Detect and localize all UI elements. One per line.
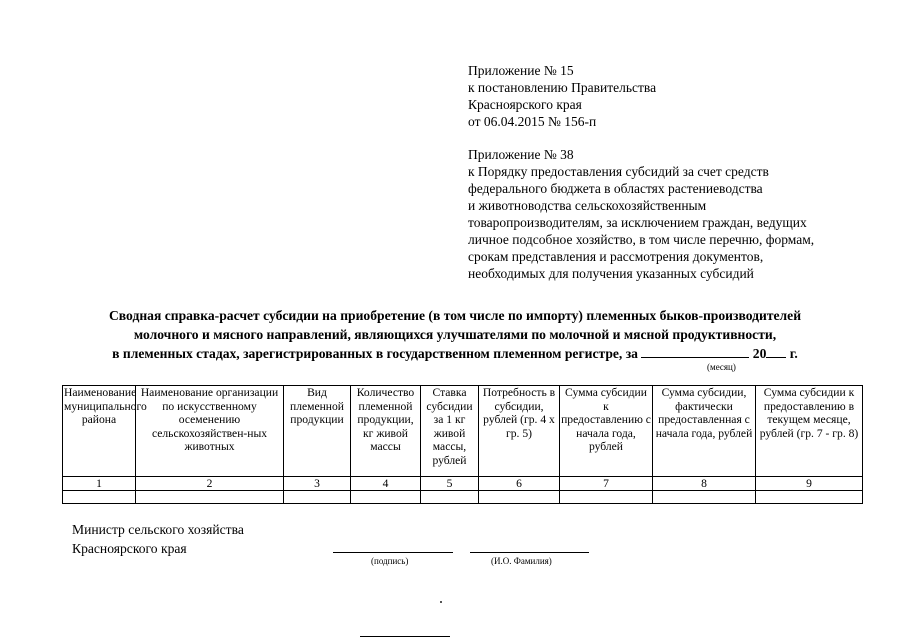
column-header: Потребность в субсидии, рублей (гр. 4 х гр. 5): [479, 386, 560, 477]
column-number: 3: [284, 477, 351, 491]
column-number: 5: [421, 477, 479, 491]
appendix-38-line: и животноводства сельскохозяйственным: [468, 198, 707, 213]
document-title: [40, 306, 870, 363]
column-header: Сумма субсидии к предоставлению в текущем месяце, рублей (гр. 7 - гр. 8): [756, 386, 863, 477]
appendix-15-line: к постановлению Правительства: [468, 80, 657, 95]
appendix-15-line: от 06.04.2015 № 156-п: [468, 114, 597, 129]
column-number: 4: [351, 477, 421, 491]
column-header: Наименование организации по искусственному осеменению сельскохозяйствен-ных животных: [136, 386, 284, 477]
table-cell: [756, 491, 863, 504]
table-cell: [653, 491, 756, 504]
table-cell: [421, 491, 479, 504]
column-header: Вид племенной продукции: [284, 386, 351, 477]
column-header: Ставка субсидии за 1 кг живой массы, рублей: [421, 386, 479, 477]
column-header: Сумма субсидии к предоставлению с начала года, рублей: [560, 386, 653, 477]
column-number: 2: [136, 477, 284, 491]
table-cell: [479, 491, 560, 504]
signatory-role-line: Красноярского края: [72, 541, 187, 556]
year-suffix: г.: [789, 346, 798, 361]
table-cell: [284, 491, 351, 504]
month-blank: [641, 345, 749, 358]
subsidy-table: [62, 385, 863, 504]
appendix-38-line: товаропроизводителям, за исключением граждан, ведущих: [468, 215, 807, 230]
year-blank: [766, 345, 786, 358]
title-line: молочного и мясного направлений, являющихся улучшателями по молочной и мясной продуктивности,: [133, 327, 777, 342]
year-prefix: 20: [752, 346, 767, 361]
appendix-38-line: к Порядку предоставления субсидий за счет средств: [468, 164, 769, 179]
column-number: 7: [560, 477, 653, 491]
column-number: 8: [653, 477, 756, 491]
appendix-38-block: [468, 146, 814, 282]
column-number-row: [63, 477, 863, 491]
column-header: Количество племенной продукции, кг живой массы: [351, 386, 421, 477]
signature-hint: (подпись): [371, 556, 409, 566]
appendix-15-line: Красноярского края: [468, 97, 582, 112]
title-line: Сводная справка-расчет субсидии на приобретение (в том числе по импорту) племенных быков-производителей: [108, 308, 802, 323]
table-cell: [136, 491, 284, 504]
column-number: 1: [63, 477, 136, 491]
appendix-38-line: срокам представления и рассмотрения документов,: [468, 249, 764, 264]
appendix-38-line: федерального бюджета в областях растениеводства: [468, 181, 763, 196]
title-line-text: в племенных стадах, зарегистрированных в государственном племенном регистре, за: [112, 346, 638, 361]
appendix-38-line: необходимых для получения указанных субсидий: [468, 266, 754, 281]
table-cell: [63, 491, 136, 504]
column-number: 6: [479, 477, 560, 491]
appendix-38-line: Приложение № 38: [468, 147, 574, 162]
name-hint: (И.О. Фамилия): [491, 556, 552, 566]
signatory-role-line: Министр сельского хозяйства: [72, 522, 244, 537]
appendix-15-block: [468, 62, 656, 130]
title-line-3: [40, 344, 870, 363]
scan-speck: [440, 601, 442, 603]
column-header: Сумма субсидии, фактически предоставленная с начала года, рублей: [653, 386, 756, 477]
table-cell: [560, 491, 653, 504]
appendix-15-line: Приложение № 15: [468, 63, 574, 78]
appendix-38-line: личное подсобное хозяйство, в том числе перечню, формам,: [468, 232, 815, 247]
bottom-rule: [360, 636, 450, 637]
signature-line: [333, 552, 453, 553]
table-row: [63, 491, 863, 504]
column-header: Наименование муниципального района: [63, 386, 136, 477]
table-cell: [351, 491, 421, 504]
column-number: 9: [756, 477, 863, 491]
name-line: [470, 552, 589, 553]
table-header-row: [63, 386, 863, 477]
month-hint: (месяц): [707, 362, 736, 372]
